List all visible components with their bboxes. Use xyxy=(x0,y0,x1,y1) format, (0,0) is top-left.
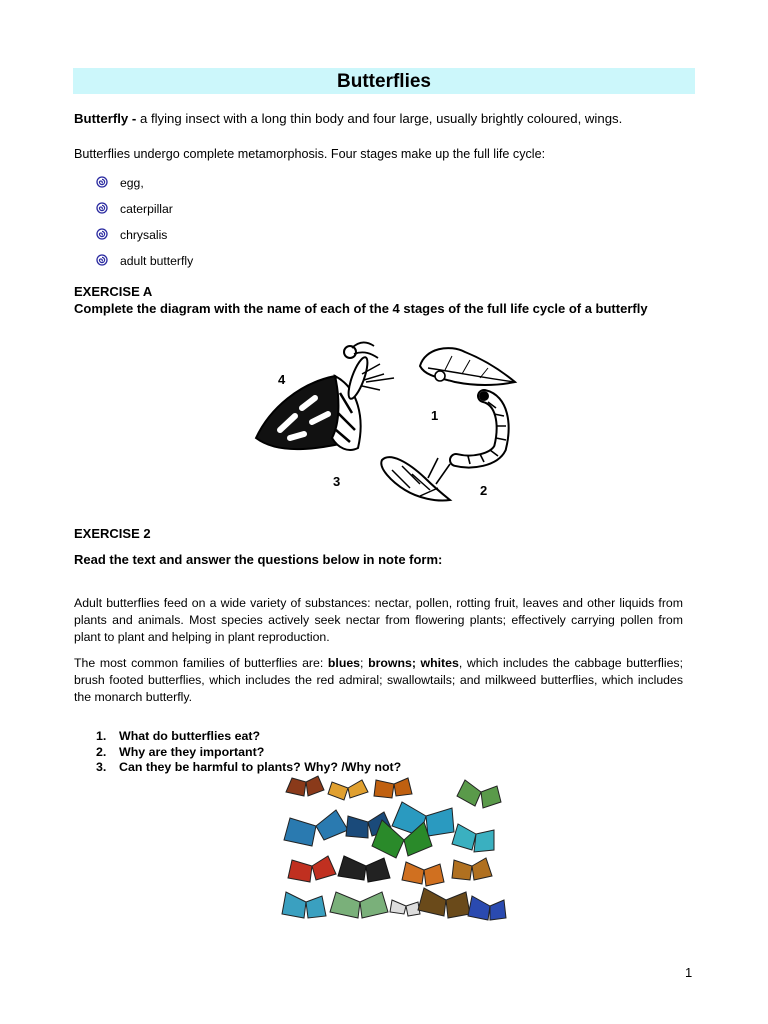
question-text: Can they be harmful to plants? Why? /Why not? xyxy=(119,760,402,774)
butterfly-collage-image xyxy=(276,774,516,922)
life-cycle-diagram xyxy=(240,338,530,513)
page-number: 1 xyxy=(685,965,693,980)
stage-number-2: 2 xyxy=(480,483,488,498)
family-blues: blues xyxy=(327,656,361,670)
list-item xyxy=(96,196,193,222)
spiral-bullet-icon xyxy=(96,228,120,243)
title-banner xyxy=(73,68,695,94)
adult-butterfly-icon xyxy=(256,343,394,450)
stage-label: chrysalis xyxy=(120,228,168,242)
question-list xyxy=(74,729,401,776)
list-item xyxy=(74,745,401,761)
exercise-2-instruction: Read the text and answer the questions below in note form: xyxy=(74,552,443,567)
stage-number-1: 1 xyxy=(431,408,439,423)
question-number: 3. xyxy=(96,760,107,774)
paragraph-text: ; xyxy=(360,656,369,670)
list-item xyxy=(96,170,193,196)
list-item xyxy=(96,222,193,248)
exercise-2-title: EXERCISE 2 xyxy=(74,526,151,541)
butterfly-icon xyxy=(282,776,506,920)
family-browns-whites: browns; whites xyxy=(368,656,459,670)
question-text: Why are they important? xyxy=(119,744,265,759)
question-number: 2. xyxy=(96,744,107,759)
reading-paragraph-2 xyxy=(74,655,683,706)
stage-label: caterpillar xyxy=(120,202,173,216)
stage-number-4: 4 xyxy=(278,372,286,387)
paragraph-text: , which includes the cabbage butterflies; brush footed butterflies, which includes the red admiral; swallowtails; and milkweed butterflies, which includes the monarch butterfly. xyxy=(74,656,683,704)
question-number: 1. xyxy=(96,729,107,743)
spiral-bullet-icon xyxy=(96,254,120,269)
definition xyxy=(74,111,622,126)
list-item xyxy=(96,248,193,274)
definition-term: Butterfly - xyxy=(74,111,137,126)
intro-text: Butterflies undergo complete metamorphosis. Four stages make up the full life cycle: xyxy=(74,147,546,161)
stage-label: egg, xyxy=(120,176,144,190)
caterpillar-icon xyxy=(456,391,506,464)
definition-text: a flying insect with a long thin body and four large, usually brightly coloured, wings. xyxy=(136,111,623,126)
exercise-a-title: EXERCISE A xyxy=(74,284,153,299)
stage-number-3: 3 xyxy=(333,474,341,489)
exercise-a-instruction: Complete the diagram with the name of each of the 4 stages of the full life cycle of a butterfly xyxy=(74,301,648,316)
page-title: Butterflies xyxy=(337,71,431,92)
stage-list xyxy=(96,170,193,274)
leaf-egg-icon xyxy=(420,348,515,385)
stage-label: adult butterfly xyxy=(120,254,194,268)
spiral-bullet-icon xyxy=(96,202,120,217)
question-text: What do butterflies eat? xyxy=(119,729,261,743)
chrysalis-icon xyxy=(381,457,450,500)
paragraph-text: The most common families of butterflies are: xyxy=(74,656,328,670)
spiral-bullet-icon xyxy=(96,176,120,191)
list-item xyxy=(74,729,401,745)
reading-paragraph-1: Adult butterflies feed on a wide variety of substances: nectar, pollen, rotting fruit, leaves and other liquids from plants and animals. Most species actively seek nectar from flowering plants; effectively carrying pollen from plant to plant and helping in plant reproduction. xyxy=(74,596,683,644)
